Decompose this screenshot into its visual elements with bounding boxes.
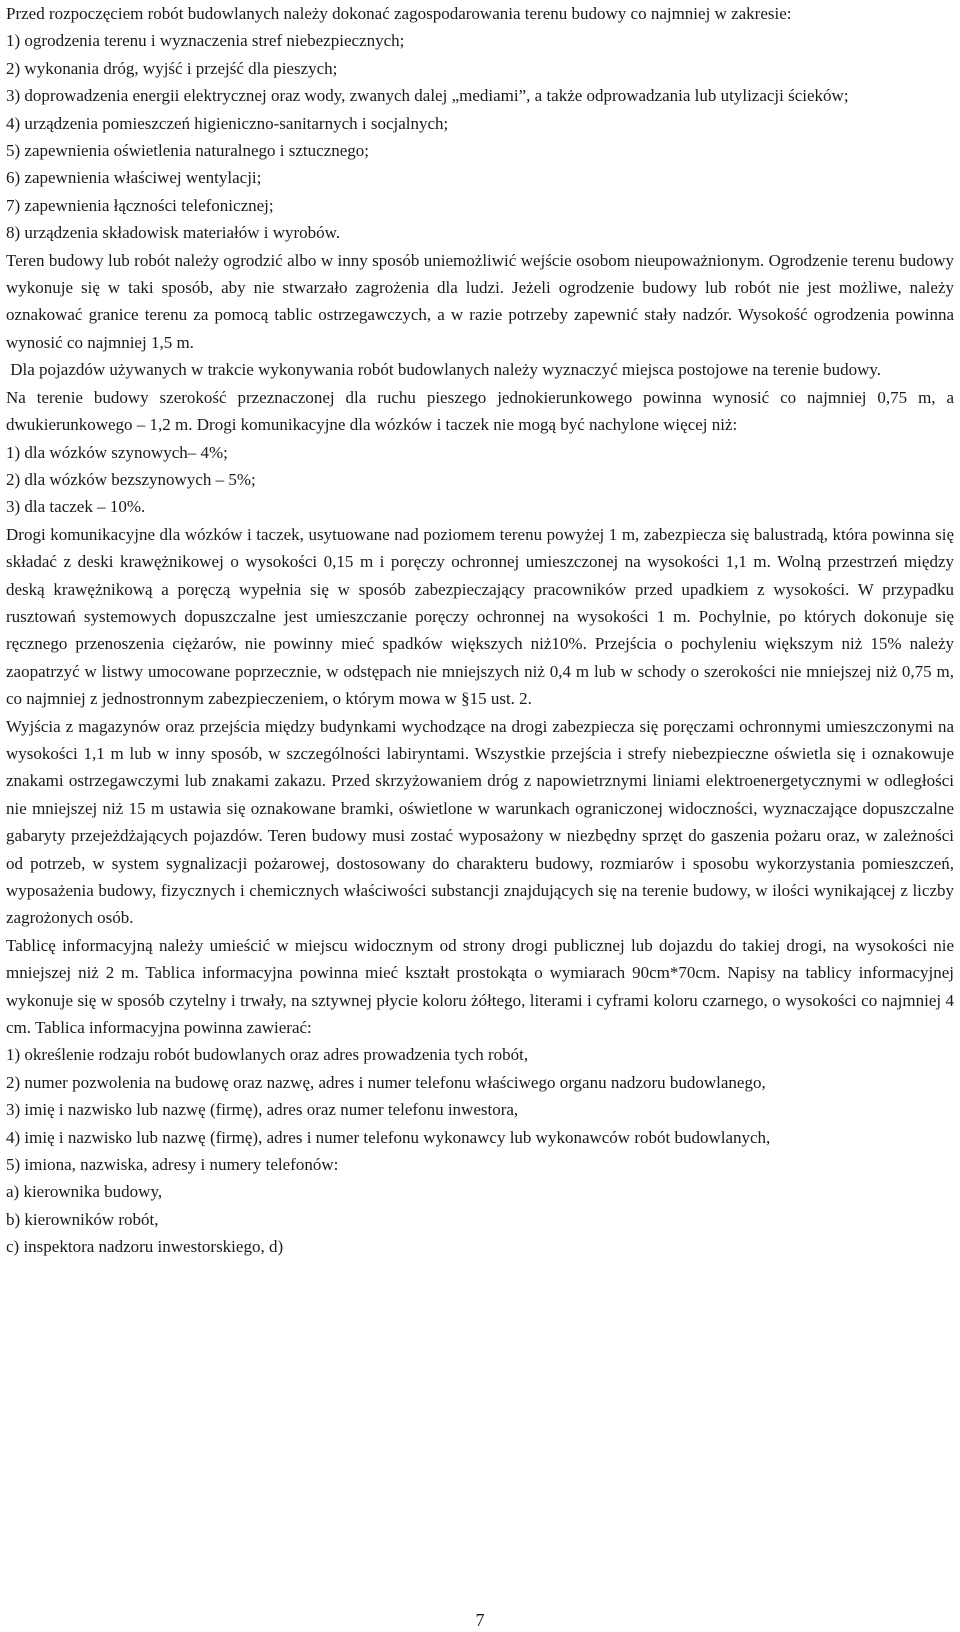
- list-item: 2) numer pozwolenia na budowę oraz nazwę, adres i numer telefonu właściwego organu nadzoru budowlanego,: [6, 1072, 766, 1092]
- paragraph: Wyjścia z magazynów oraz przejścia między budynkami wychodzące na drogi zabezpiecza się poręczami ochronnymi umieszczonymi na wysokości 1,1 m lub w inny sposób, w szczególności labiryntami. Wszystkie przejścia i strefy niebezpieczne oświetla się i oznakowuje znakami ostrzegawczymi lub znakami zakazu. Przed skrzyżowaniem dróg z napowietrznymi liniami elektroenergetycznymi w odległości nie mniejszej niż 15 m ustawia się oznakowane bramki, oświetlone w warunkach ograniczonej widoczności, wyznaczające dopuszczalne gabaryty przejeżdżających pojazdów. Teren budowy musi zostać wyposażony w niezbędny sprzęt do gaszenia pożaru oraz, w zależności od potrzeb, w system sygnalizacji pożarowej, dostosowany do charakteru budowy, rozmiarów i sposobu wykorzystania pomieszczeń, wyposażenia budowy, fizycznych i chemicznych właściwości substancji znajdujących się na terenie budowy, w ilości wynikającej z liczby zagrożonych osób.: [6, 716, 959, 928]
- list-item: 1) ogrodzenia terenu i wyznaczenia stref niebezpiecznych;: [6, 31, 405, 51]
- list-item: c) inspektora nadzoru inwestorskiego, d): [6, 1237, 284, 1257]
- paragraph: Na terenie budowy szerokość przeznaczonej dla ruchu pieszego jednokierunkowego powinna wynosić co najmniej 0,75 m, a dwukierunkowego – 1,2 m. Drogi komunikacyjne dla wózków i taczek nie mogą być nachylone więcej niż:: [6, 387, 959, 435]
- paragraph: Dla pojazdów używanych w trakcie wykonywania robót budowlanych należy wyznaczyć miejsca postojowe na terenie budowy.: [6, 360, 882, 380]
- list-item: 3) doprowadzenia energii elektrycznej oraz wody, zwanych dalej „mediami”, a także odprowadzania lub utylizacji ścieków;: [6, 86, 849, 106]
- paragraph: Przed rozpoczęciem robót budowlanych należy dokonać zagospodarowania terenu budowy co najmniej w zakresie:: [6, 4, 792, 23]
- paragraph: Drogi komunikacyjne dla wózków i taczek, usytuowane nad poziomem terenu powyżej 1 m, zabezpiecza się balustradą, która powinna się składać z deski krawężnikowej o wysokości 0,15 m i poręczy ochronnej umieszczonej na wysokości 1,1 m. Wolną przestrzeń między deską krawężnikową a poręczą wypełnia się w sposób zabezpieczający pracowników przed upadkiem z wysokości. W przypadku rusztowań systemowych dopuszczalne jest umieszczanie poręczy ochronnej na wysokości 1 m. Pochylnie, po których dokonuje się ręcznego przenoszenia ciężarów, nie powinny mieć spadków większych niż10%. Przejścia o pochyleniu większym niż 15% należy zaopatrzyć w listwy umocowane poprzecznie, w odstępach nie mniejszych niż 0,4 m lub w schody o szerokości nie mniejszej niż 0,75 m, co najmniej z jednostronnym zabezpieczeniem, o którym mowa w §15 ust. 2.: [6, 524, 959, 709]
- list-item: 3) dla taczek – 10%.: [6, 497, 146, 517]
- list-item: 4) imię i nazwisko lub nazwę (firmę), adres i numer telefonu wykonawcy lub wykonawców robót budowlanych,: [6, 1127, 771, 1147]
- document-body: [6, 0, 959, 1261]
- paragraph: Tablicę informacyjną należy umieścić w miejscu widocznym od strony drogi publicznej lub dojazdu do takiej drogi, na wysokości nie mniejszej niż 2 m. Tablica informacyjna powinna mieć kształt prostokąta o wymiarach 90cm*70cm. Napisy na tablicy informacyjnej wykonuje się w sposób czytelny i trwały, na sztywnej płycie koloru żółtego, literami i cyframi koloru czarnego, o wysokości co najmniej 4 cm. Tablica informacyjna powinna zawierać:: [6, 935, 959, 1038]
- paragraph: Teren budowy lub robót należy ogrodzić albo w inny sposób uniemożliwić wejście osobom nieupoważnionym. Ogrodzenie terenu budowy wykonuje się w taki sposób, aby nie stwarzało zagrożenia dla ludzi. Jeżeli ogrodzenie budowy lub robót nie jest możliwe, należy oznakować granice terenu za pomocą tablic ostrzegawczych, a w razie potrzeby zapewnić stały nadzór. Wysokość ogrodzenia powinna wynosić co najmniej 1,5 m.: [6, 250, 959, 352]
- list-item: 8) urządzenia składowisk materiałów i wyrobów.: [6, 223, 341, 243]
- list-item: 2) dla wózków bezszynowych – 5%;: [6, 469, 256, 489]
- list-item: 1) dla wózków szynowych– 4%;: [6, 442, 228, 462]
- list-item: a) kierownika budowy,: [6, 1182, 163, 1202]
- list-item: 2) wykonania dróg, wyjść i przejść dla pieszych;: [6, 58, 338, 78]
- list-item: 5) imiona, nazwiska, adresy i numery telefonów:: [6, 1155, 339, 1175]
- list-item: 4) urządzenia pomieszczeń higieniczno-sanitarnych i socjalnych;: [6, 113, 449, 133]
- list-item: b) kierowników robót,: [6, 1209, 159, 1229]
- list-item: 5) zapewnienia oświetlenia naturalnego i sztucznego;: [6, 141, 369, 161]
- list-item: 1) określenie rodzaju robót budowlanych oraz adres prowadzenia tych robót,: [6, 1045, 529, 1065]
- list-item: 6) zapewnienia właściwej wentylacji;: [6, 168, 262, 188]
- page-number: 7: [475, 1610, 485, 1630]
- list-item: 7) zapewnienia łączności telefonicznej;: [6, 195, 274, 215]
- list-item: 3) imię i nazwisko lub nazwę (firmę), adres oraz numer telefonu inwestora,: [6, 1100, 519, 1120]
